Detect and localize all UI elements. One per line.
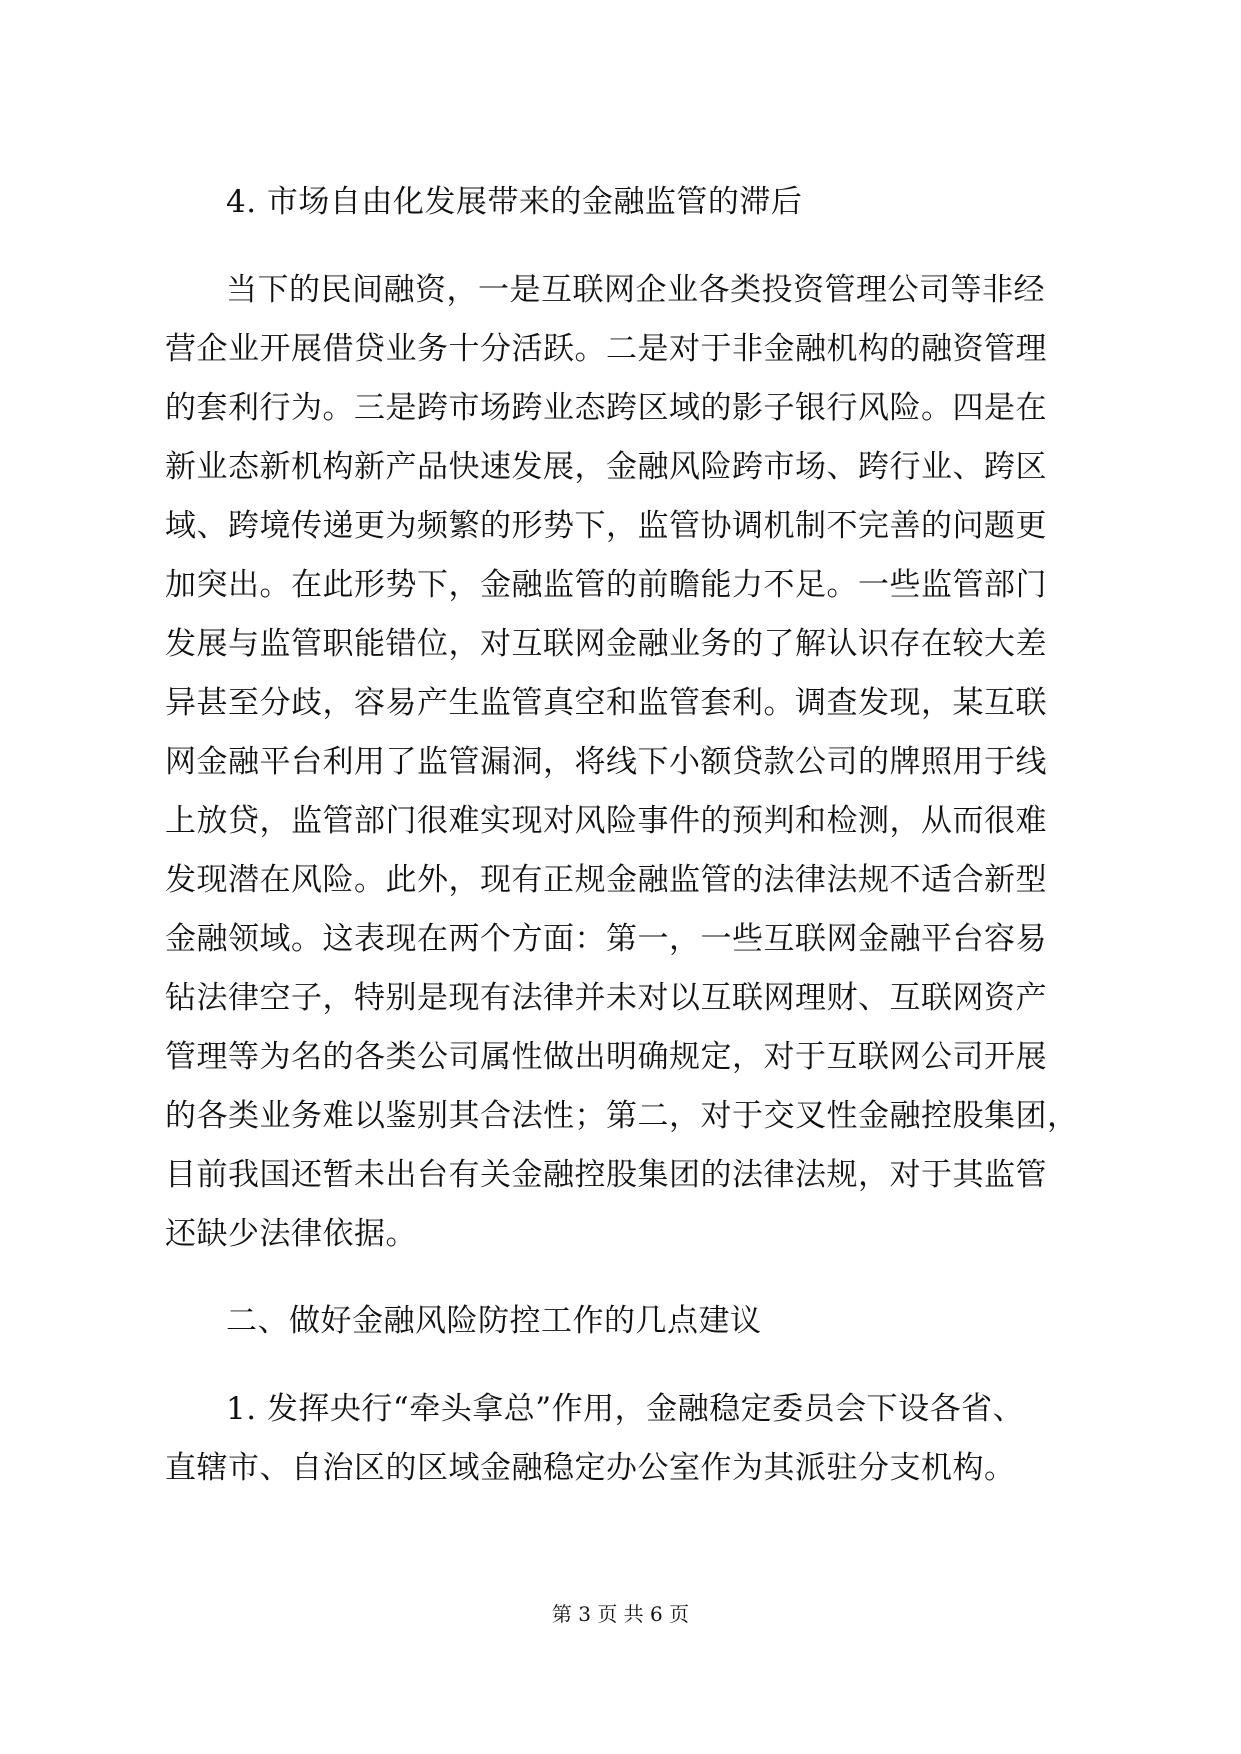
page-indicator: 第 3 页 共 6 页: [551, 1602, 690, 1626]
paragraph-line: 发展与监管职能错位，对互联网金融业务的了解认识存在较大差: [165, 626, 1047, 662]
paragraph-line: 的套利行为。三是跨市场跨业态跨区域的影子银行风险。四是在: [165, 390, 1047, 426]
section-heading: 二、做好金融风险防控工作的几点建议: [226, 1303, 762, 1339]
paragraph-line: 营企业开展借贷业务十分活跃。二是对于非金融机构的融资管理: [165, 331, 1047, 367]
paragraph-line: 金融领域。这表现在两个方面：第一，一些互联网金融平台容易: [165, 921, 1047, 957]
paragraph-line: 发现潜在风险。此外，现有正规金融监管的法律法规不适合新型: [165, 862, 1047, 898]
paragraph-line: 当下的民间融资，一是互联网企业各类投资管理公司等非经: [226, 272, 1045, 308]
paragraph-line: 目前我国还暂未出台有关金融控股集团的法律法规，对于其监管: [165, 1157, 1047, 1193]
paragraph-line: 新业态新机构新产品快速发展，金融风险跨市场、跨行业、跨区: [165, 449, 1047, 485]
paragraph-line: 域、跨境传递更为频繁的形势下，监管协调机制不完善的问题更: [165, 508, 1047, 544]
paragraph-line: 加突出。在此形势下，金融监管的前瞻能力不足。一些监管部门: [165, 567, 1047, 603]
paragraph-line: 钻法律空子，特别是现有法律并未对以互联网理财、互联网资产: [165, 980, 1047, 1016]
point-1-line: 1. 发挥央行“牵头拿总”作用，金融稳定委员会下设各省、: [226, 1391, 1025, 1427]
paragraph-line: 管理等为名的各类公司属性做出明确规定，对于互联网公司开展: [165, 1039, 1047, 1075]
paragraph-line: 异甚至分歧，容易产生监管真空和监管套利。调查发现，某互联: [165, 685, 1047, 721]
paragraph-line: 网金融平台利用了监管漏洞，将线下小额贷款公司的牌照用于线: [165, 744, 1047, 780]
subsection-heading-4: 4. 市场自由化发展带来的金融监管的滞后: [226, 184, 803, 220]
paragraph-line: 上放贷，监管部门很难实现对风险事件的预判和检测，从而很难: [165, 803, 1047, 839]
paragraph-line: 的各类业务难以鉴别其合法性；第二，对于交叉性金融控股集团，: [165, 1098, 1079, 1134]
point-1-line: 直辖市、自治区的区域金融稳定办公室作为其派驻分支机构。: [165, 1450, 1016, 1486]
paragraph-line: 还缺少法律依据。: [165, 1216, 417, 1252]
